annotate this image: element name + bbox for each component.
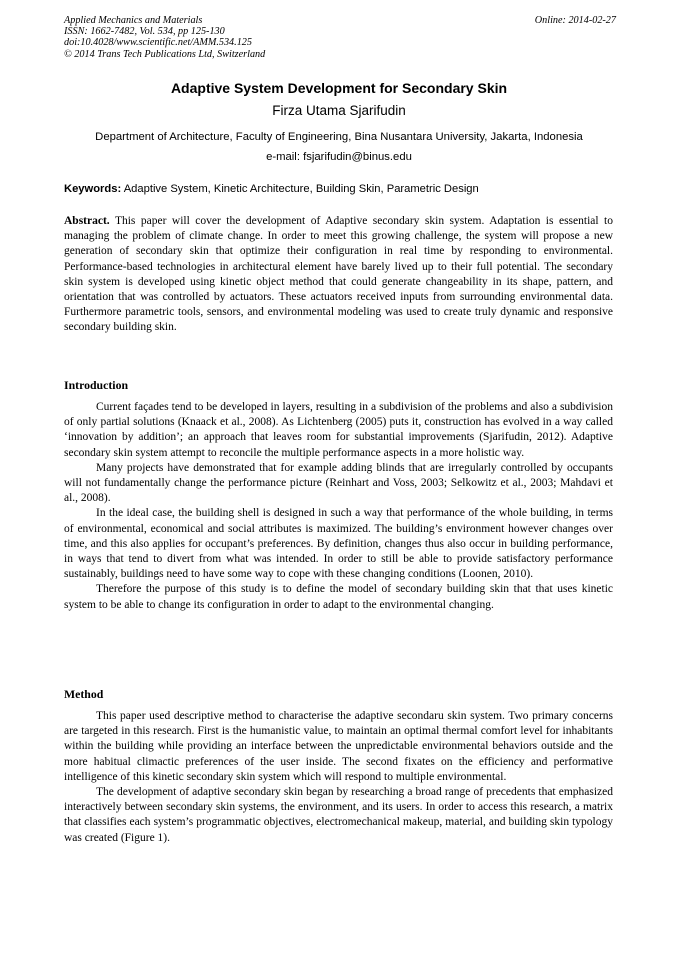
intro-paragraph: In the ideal case, the building shell is designed in such a way that performance of the whole building, in terms of environmental, economical and social attributes is maximized. The building’s environment however changes over time, and this also applies for occupant’s preferences. By definition, changes thus also occur in building performance, in ways that tend to divert from what was intended. In order to still be able to provide satisfactory performance sustainably, buildings need to have some way to cope with these changing conditions (Loonen, 2010).: [64, 507, 613, 581]
intro-paragraph: Therefore the purpose of this study is to define the model of secondary building skin that that uses kinetic system to be able to change its configuration in order to adapt to the environmental changing.: [64, 583, 613, 611]
abstract: [64, 214, 613, 336]
copyright: © 2014 Trans Tech Publications Ltd, Switzerland: [64, 48, 266, 60]
author-email: e-mail: fsjarifudin@binus.edu: [266, 151, 412, 163]
online-date: Online: 2014-02-27: [534, 15, 616, 26]
keywords-text: Adaptive System, Kinetic Architecture, Building Skin, Parametric Design: [123, 183, 479, 195]
journal-header: [64, 15, 616, 60]
introduction-heading: Introduction: [64, 378, 129, 392]
author-name: Firza Utama Sjarifudin: [272, 103, 406, 118]
paper-title: Adaptive System Development for Secondary Skin: [170, 80, 508, 96]
method-section: [64, 709, 613, 846]
abstract-text: This paper will cover the development of Adaptive secondary skin system. Adaptation is essential to managing the problem of climate change. In order to meet this growing challenge, the system will propose a new generation of secondary skin that optimize their configuration in real time by responding to environmental. Performance-based technologies in architectural element have barely lived up to their full potential. The secondary skin system is developed using kinetic object method that could generate changeability in its shape, pattern, and orientation that was controlled by actuators. These actuators received inputs from surrounding environmental data. Furthermore parametric tools, sensors, and environmental modeling was used to create truly dynamic and responsive secondary building skin.: [64, 215, 613, 334]
method-paragraph: The development of adaptive secondary skin began by researching a broad range of precedents that emphasized interactively between secondary skin systems, the environment, and its users. In order to access this research, a matrix that classifies each system’s programmatic objectives, electromechanical makeup, material, and building skin typology was created (Figure 1).: [64, 786, 613, 844]
journal-name: Applied Mechanics and Materials: [64, 15, 203, 26]
doi: doi:10.4028/www.scientific.net/AMM.534.125: [64, 37, 252, 49]
keywords: [64, 183, 616, 195]
method-heading: Method: [64, 687, 104, 701]
introduction-section: [64, 400, 613, 613]
intro-paragraph: Many projects have demonstrated that for example adding blinds that are irregularly controlled by occupants will not fundamentally change the performance picture (Reinhart and Voss, 2003; Selkowitz et al., 2003; Mahdavi et al., 2008).: [64, 461, 613, 505]
method-paragraph: This paper used descriptive method to characterise the adaptive secondaru skin system. Two primary concerns are targeted in this research. First is the humanistic value, to maintain an optimal thermal comfort level for inhabitants within the building while providing an interface between the unpredictable environmental behaviors outside and the more habitual climactic preferences of the user inside. The second fixates on the efficiency and performative intelligence of this kinetic secondary skin system which will respond to multiple environmental.: [64, 710, 613, 783]
keywords-label: Keywords:: [64, 183, 122, 195]
abstract-label: Abstract.: [64, 215, 110, 227]
affiliation: Department of Architecture, Faculty of Engineering, Bina Nusantara University, Jakarta, Indonesia: [95, 131, 583, 143]
issn: ISSN: 1662-7482, Vol. 534, pp 125-130: [64, 26, 225, 38]
intro-paragraph: Current façades tend to be developed in layers, resulting in a subdivision of the problems and also a subdivision of only partial solutions (Knaack et al., 2008). As Lichtenberg (2005) puts it, construction has evolved in a way called ‘innovation by addition’; an approach that leaves room for substantial improvements (Sjarifudin, 2012). Adaptive secondary skin system attempt to reconcile the multiple performance aspects in a more holistic way.: [64, 401, 613, 459]
